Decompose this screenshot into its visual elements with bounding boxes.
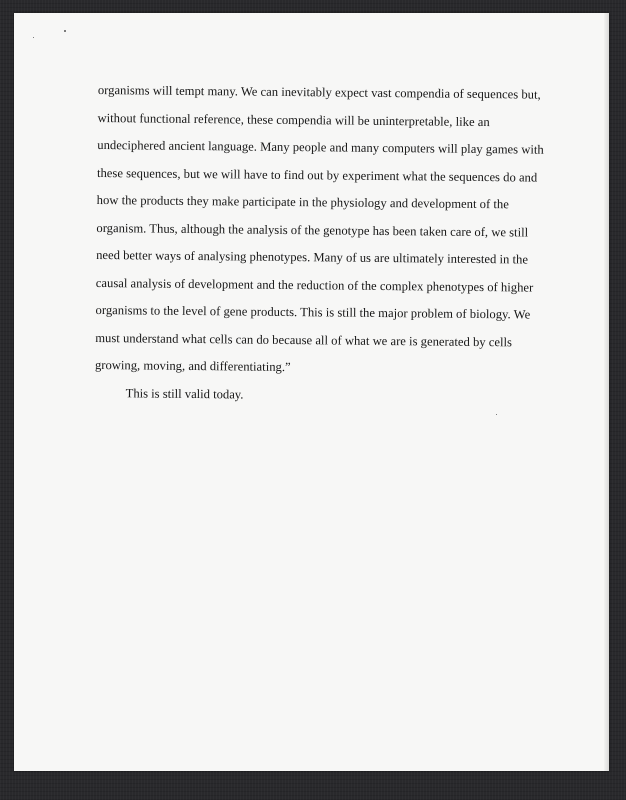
scan-speck bbox=[64, 30, 66, 32]
scan-speck bbox=[496, 414, 497, 415]
document-page bbox=[14, 13, 609, 771]
text-line: without functional reference, these compendia will be uninterpretable, like an bbox=[97, 110, 490, 129]
text-line: organisms will tempt many. We can inevitably expect vast compendia of sequences but, bbox=[97, 82, 541, 102]
text-line: how the products they make participate in the physiology and development of the bbox=[96, 192, 509, 212]
body-text bbox=[94, 77, 544, 411]
text-line: growing, moving, and differentiating.” bbox=[94, 357, 291, 375]
text-line: these sequences, but we will have to find out by experiment what the sequences do and bbox=[96, 165, 538, 185]
text-line: organism. Thus, although the analysis of the genotype has been taken care of, we still bbox=[96, 220, 529, 240]
text-line: causal analysis of development and the reduction of the complex phenotypes of higher bbox=[95, 275, 534, 295]
text-line: need better ways of analysing phenotypes. Many of us are ultimately interested in the bbox=[96, 247, 529, 267]
text-line: must understand what cells can do because all of what we are is generated by cells bbox=[95, 330, 513, 349]
closing-paragraph: This is still valid today. bbox=[125, 385, 244, 402]
text-line: undeciphered ancient language. Many people and many computers will play games with bbox=[97, 137, 544, 157]
page-edge-shadow bbox=[604, 13, 609, 771]
scan-speck bbox=[33, 37, 34, 38]
text-line: organisms to the level of gene products. This is still the major problem of biology. We bbox=[95, 302, 531, 322]
